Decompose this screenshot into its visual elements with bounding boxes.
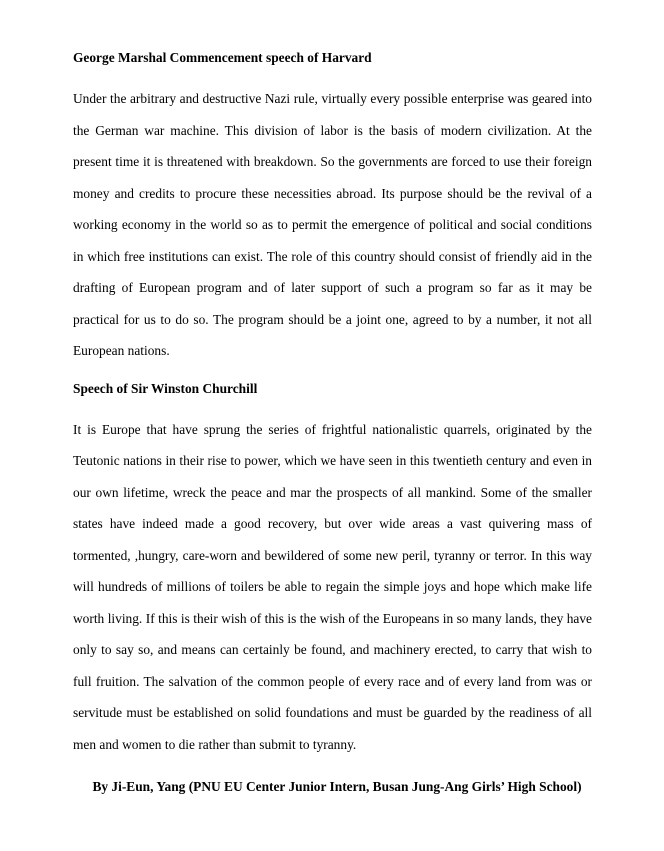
section-body-marshall: Under the arbitrary and destructive Nazi rule, virtually every possible enterprise was geared into the German war machine. This division of labor is the basis of modern civilization. At the present time it is threatened with breakdown. So the governments are forced to use their foreign money and credits to procure these necessities abroad. Its purpose should be the revival of a working economy in the world so as to permit the emergence of political and social conditions in which free institutions can exist. The role of this country should consist of friendly aid in the drafting of European program and of later support of such a program so far as it may be practical for us to do so. The program should be a joint one, agreed to by a number, it not all European nations. bbox=[73, 91, 592, 358]
section-heading-marshall: George Marshal Commencement speech of Harvard bbox=[73, 50, 372, 65]
author-byline: By Ji-Eun, Yang (PNU EU Center Junior Intern, Busan Jung-Ang Girls’ High School) bbox=[92, 779, 582, 794]
section-body-churchill: It is Europe that have sprung the series of frightful nationalistic quarrels, originated by the Teutonic nations in their rise to power, which we have seen in this twentieth century and even in our own lifetime, wreck the peace and mar the prospects of all mankind. Some of the smaller states have indeed made a good recovery, but over wide areas a vast quivering mass of tormented, ,hungry, care-worn and bewildered of some new peril, tyranny or terror. In this way will hundreds of millions of toilers be able to regain the simple joys and hope which make life worth living. If this is their wish of this is the wish of the Europeans in so many lands, they have only to say so, and means can certainly be found, and machinery erected, to carry that wish to full fruition. The salvation of the common people of every race and of every land from was or servitude must be established on solid foundations and must be guarded by the readiness of all men and women to die rather than submit to tyranny. bbox=[73, 421, 592, 752]
section-heading-churchill: Speech of Sir Winston Churchill bbox=[73, 380, 258, 396]
